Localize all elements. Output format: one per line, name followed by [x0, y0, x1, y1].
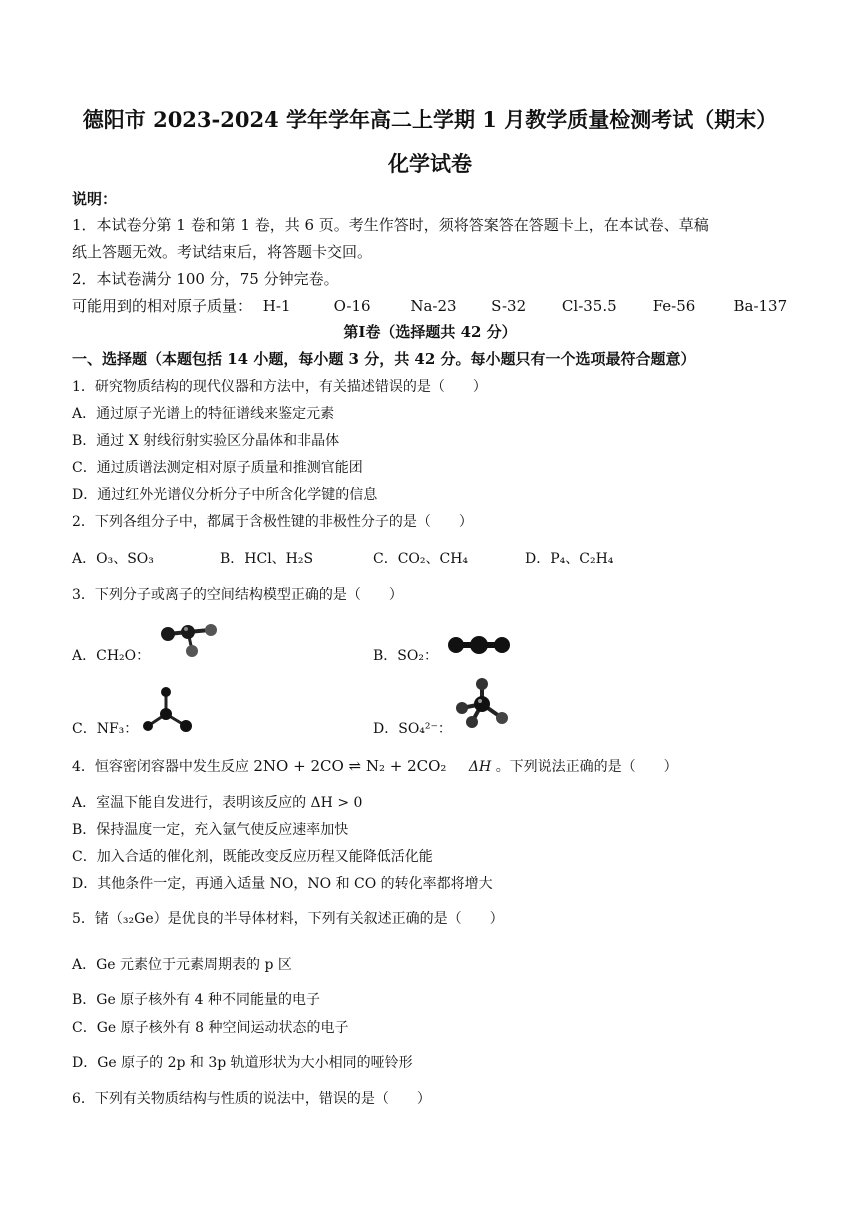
sulfate-ion-model-image	[452, 676, 512, 732]
mass-fe: Fe-56	[652, 297, 696, 315]
q2-option-a: A．O₃、SO₃	[72, 551, 154, 567]
note-item-1-line-2: 纸上答题无效。考试结束后，将答题卡交回。	[72, 243, 373, 261]
note-item-1-line-1: 1．本试卷分第 1 卷和第 1 卷，共 6 页。考生作答时，须将答案答在答题卡上，在本试卷、草稿	[72, 216, 709, 234]
q4-option-a: A．室温下能自发进行，表明该反应的 ΔH > 0	[72, 795, 363, 811]
atomic-masses	[72, 297, 787, 315]
section-title: 第Ⅰ卷（选择题共 42 分）	[343, 323, 517, 341]
notes-heading: 说明：	[72, 190, 118, 208]
q4-option-d: D．其他条件一定，再通入适量 NO，NO 和 CO 的转化率都将增大	[72, 876, 493, 892]
q5-stem: 5．锗（₃₂Ge）是优良的半导体材料，下列有关叙述正确的是（ ）	[72, 911, 504, 927]
atomic-masses-label: 可能用到的相对原子质量：	[72, 297, 253, 315]
q4-equation: 2NO + 2CO ⇌ N₂ + 2CO₂	[253, 757, 447, 775]
q1-option-b: B．通过 X 射线衍射实验区分晶体和非晶体	[72, 433, 340, 449]
q4-option-b: B．保持温度一定，充入氩气使反应速率加快	[72, 822, 349, 838]
formaldehyde-model-image	[158, 616, 222, 660]
sulfur-dioxide-model-image	[446, 632, 512, 658]
mass-cl: Cl-35.5	[561, 297, 617, 315]
q6-stem: 6．下列有关物质结构与性质的说法中，错误的是（ ）	[72, 1091, 431, 1107]
mass-na: Na-23	[410, 297, 457, 315]
mass-h: H-1	[262, 297, 291, 315]
q3-option-d: D．SO₄²⁻：	[373, 721, 452, 737]
q5-option-d: D．Ge 原子的 2p 和 3p 轨道形状为大小相同的哑铃形	[72, 1055, 413, 1071]
q5-option-a: A．Ge 元素位于元素周期表的 p 区	[72, 957, 292, 973]
exam-subtitle: 化学试卷	[388, 151, 472, 176]
q4-stem	[72, 757, 678, 776]
q5-option-c: C．Ge 原子核外有 8 种空间运动状态的电子	[72, 1020, 349, 1036]
q3-stem: 3．下列分子或离子的空间结构模型正确的是（ ）	[72, 587, 403, 603]
q1-option-d: D．通过红外光谱仪分析分子中所含化学键的信息	[72, 487, 378, 503]
exam-title: 德阳市 2023-2024 学年学年高二上学期 1 月教学质量检测考试（期末）	[82, 107, 778, 132]
mass-o: O-16	[333, 297, 371, 315]
q1-option-a: A．通过原子光谱上的特征谱线来鉴定元素	[72, 406, 335, 422]
q2-option-c: C．CO₂、CH₄	[373, 551, 469, 567]
q2-option-d: D．P₄、C₂H₄	[525, 551, 614, 567]
q3-option-b: B．SO₂：	[373, 648, 438, 664]
mass-ba: Ba-137	[733, 297, 788, 315]
q4-stem-post: 。下列说法正确的是（ ）	[495, 759, 678, 775]
q3-option-c: C．NF₃：	[72, 721, 139, 737]
q2-stem: 2．下列各组分子中，都属于含极性键的非极性分子的是（ ）	[72, 514, 473, 530]
q4-stem-pre: 4．恒容密闭容器中发生反应	[72, 759, 249, 775]
nitrogen-trifluoride-model-image	[140, 684, 196, 736]
part-heading: 一、选择题（本题包括 14 小题，每小题 3 分，共 42 分。每小题只有一个选项最符合题意）	[72, 350, 696, 368]
q4-delta-h: ΔH	[468, 759, 492, 775]
q2-option-b: B．HCl、H₂S	[220, 551, 314, 567]
q1-option-c: C．通过质谱法测定相对原子质量和推测官能团	[72, 460, 363, 476]
note-item-2: 2．本试卷满分 100 分，75 分钟完卷。	[72, 270, 339, 288]
q4-option-c: C．加入合适的催化剂，既能改变反应历程又能降低活化能	[72, 849, 433, 865]
q1-stem: 1．研究物质结构的现代仪器和方法中，有关描述错误的是（ ）	[72, 379, 487, 395]
mass-s: S-32	[491, 297, 527, 315]
q3-option-a: A．CH₂O：	[72, 648, 151, 664]
q5-option-b: B．Ge 原子核外有 4 种不同能量的电子	[72, 992, 321, 1008]
